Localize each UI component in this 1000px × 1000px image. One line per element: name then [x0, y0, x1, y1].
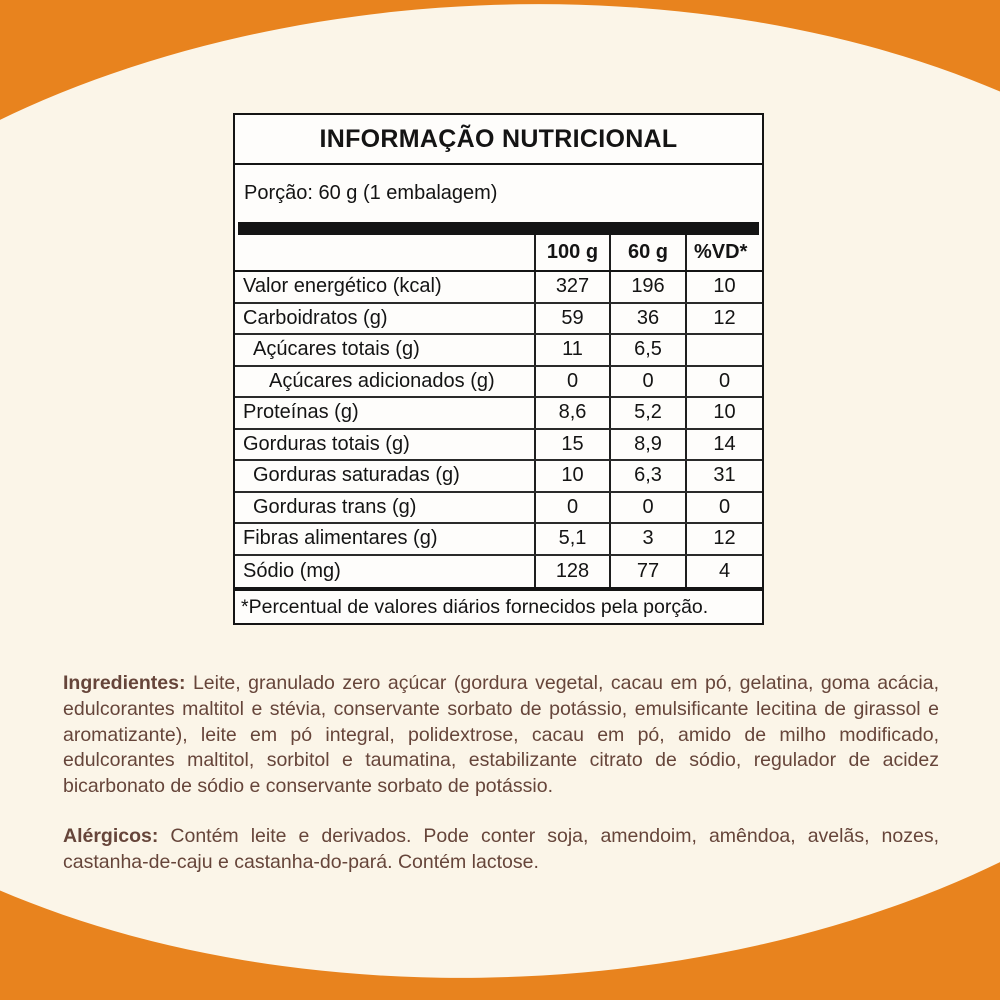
daily-values-footnote: *Percentual de valores diários fornecidos pela porção. — [241, 595, 709, 618]
row-value-vd: 0 — [685, 367, 762, 397]
row-label: Açúcares adicionados (g) — [269, 369, 495, 392]
row-value-60g: 3 — [609, 524, 685, 554]
row-value-vd: 12 — [685, 304, 762, 334]
row-value-100g: 11 — [534, 335, 609, 365]
row-value-60g: 77 — [609, 556, 685, 588]
row-value-100g: 15 — [534, 430, 609, 460]
row-value-vd: 10 — [685, 272, 762, 302]
header-vd: %VD* — [685, 235, 762, 270]
row-value-60g: 0 — [609, 493, 685, 523]
row-value-60g: 36 — [609, 304, 685, 334]
row-value-vd: 14 — [685, 430, 762, 460]
thick-divider-bar — [238, 222, 759, 235]
row-value-100g: 0 — [534, 493, 609, 523]
row-value-vd: 0 — [685, 493, 762, 523]
row-value-100g: 128 — [534, 556, 609, 588]
table-row — [235, 335, 762, 367]
row-label: Carboidratos (g) — [243, 306, 388, 329]
row-label: Gorduras totais (g) — [243, 432, 410, 455]
allergens-paragraph — [63, 824, 939, 876]
row-value-60g: 196 — [609, 272, 685, 302]
header-empty-cell — [235, 235, 534, 270]
row-label: Gorduras trans (g) — [253, 495, 417, 518]
row-value-100g: 10 — [534, 461, 609, 491]
table-row — [235, 430, 762, 462]
ingredients-label: Ingredientes: — [63, 672, 186, 694]
table-header-row — [235, 235, 762, 272]
row-value-60g: 8,9 — [609, 430, 685, 460]
label-text-block — [63, 671, 939, 876]
row-value-100g: 327 — [534, 272, 609, 302]
row-value-vd: 31 — [685, 461, 762, 491]
table-row — [235, 367, 762, 399]
table-row — [235, 398, 762, 430]
row-label: Sódio (mg) — [243, 559, 341, 582]
row-label: Gorduras saturadas (g) — [253, 464, 460, 487]
allergens-text: Contém leite e derivados. Pode conter soja, amendoim, amêndoa, avelãs, nozes, castanha-de-caju e castanha-do-pará. Contém lactose. — [63, 824, 939, 873]
nutrition-table-title: INFORMAÇÃO NUTRICIONAL — [235, 115, 762, 165]
row-label: Valor energético (kcal) — [243, 275, 442, 298]
row-value-100g: 8,6 — [534, 398, 609, 428]
row-value-60g: 6,3 — [609, 461, 685, 491]
table-row — [235, 524, 762, 556]
table-row — [235, 556, 762, 588]
allergens-label: Alérgicos: — [63, 824, 159, 847]
serving-size-line: Porção: 60 g (1 embalagem) — [244, 182, 498, 204]
header-60g: 60 g — [609, 235, 685, 270]
row-value-60g: 6,5 — [609, 335, 685, 365]
row-value-100g: 0 — [534, 367, 609, 397]
row-label: Açúcares totais (g) — [253, 338, 420, 361]
row-value-60g: 0 — [609, 367, 685, 397]
row-label: Fibras alimentares (g) — [243, 527, 438, 550]
row-value-vd: 4 — [685, 556, 762, 588]
row-value-100g: 59 — [534, 304, 609, 334]
nutrition-facts-panel — [233, 113, 764, 625]
row-value-60g: 5,2 — [609, 398, 685, 428]
row-value-100g: 5,1 — [534, 524, 609, 554]
ingredients-paragraph — [63, 671, 939, 800]
row-value-vd — [685, 335, 762, 365]
ingredients-text: Leite, granulado zero açúcar (gordura vegetal, cacau em pó, gelatina, goma acácia, edulcorantes maltitol e stévia, conservante sorbato de potássio, emulsificante lecitina de girassol e aromatizante), leite em pó integral, polidextrose, cacau em pó, amido de milho modificado, edulcorantes maltitol, sorbitol e taumatina, estabilizante citrato de sódio, regulador de acidez bicarbonato de sódio e conservante sorbato de potássio. — [63, 672, 939, 798]
header-100g: 100 g — [534, 235, 609, 270]
row-label: Proteínas (g) — [243, 401, 359, 424]
row-value-vd: 10 — [685, 398, 762, 428]
row-value-vd: 12 — [685, 524, 762, 554]
table-row — [235, 493, 762, 525]
table-row — [235, 461, 762, 493]
table-row — [235, 304, 762, 336]
table-row — [235, 272, 762, 304]
